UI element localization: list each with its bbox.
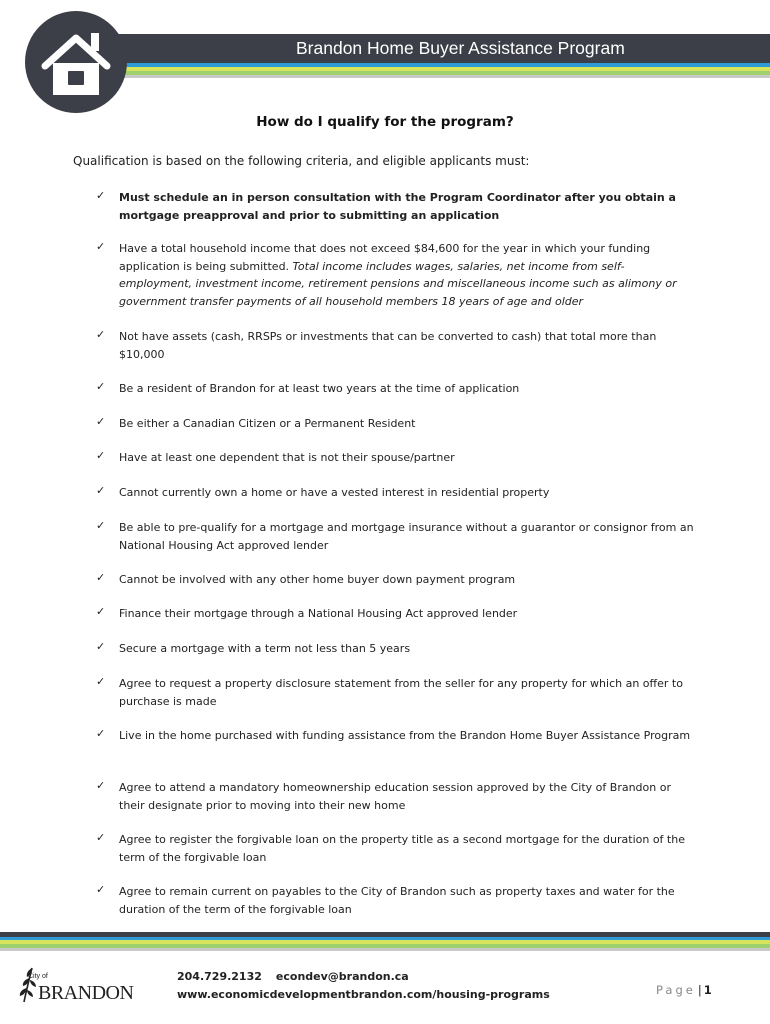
criterion-text: Cannot be involved with any other home buyer down payment program xyxy=(119,573,516,586)
checkmark-icon: ✓ xyxy=(96,328,106,341)
checkmark-icon: ✓ xyxy=(96,727,106,740)
criterion-text xyxy=(119,240,694,310)
criterion-text: Agree to attend a mandatory homeownership education session approved by the City of Brandon or their designate prior to moving into their new home xyxy=(119,781,671,812)
criterion-main: Have a total household income that does not exceed $84,600 for the year in which your funding application is being submitted. xyxy=(119,242,651,273)
house-icon xyxy=(25,11,127,113)
criterion-text: Must schedule an in person consultation with the Program Coordinator after you obtain a mortgage preapproval and prior to submitting an application xyxy=(119,191,676,222)
criterion-text: Finance their mortgage through a National Housing Act approved lender xyxy=(119,607,518,620)
checkmark-icon: ✓ xyxy=(96,831,106,844)
criterion-text: Secure a mortgage with a term not less than 5 years xyxy=(119,642,411,655)
checkmark-icon: ✓ xyxy=(96,605,106,618)
footer-email[interactable]: econdev@brandon.ca xyxy=(275,970,409,983)
criterion-text: Be a resident of Brandon for at least two years at the time of application xyxy=(119,382,520,395)
footer-website[interactable]: www.economicdevelopmentbrandon.com/housing-programs xyxy=(177,988,550,1001)
criterion-note: Total income includes wages, salaries, net income from self-employment, investment income, retirement pensions and miscellaneous income such as alimony or government transfer payments of all household members 18 years of age and older xyxy=(119,259,677,308)
logo-city-of: City of xyxy=(28,973,48,980)
checkmark-icon: ✓ xyxy=(96,779,106,792)
footer-phone: 204.729.2132 xyxy=(177,970,262,983)
page-label: Page xyxy=(656,983,696,997)
criterion-text: Agree to remain current on payables to the City of Brandon such as property taxes and water for the duration of the term of the forgivable loan xyxy=(119,885,675,916)
criterion-text: Be able to pre-qualify for a mortgage and mortgage insurance without a guarantor or consignor from an National Housing Act approved lender xyxy=(119,521,694,552)
checkmark-icon: ✓ xyxy=(96,189,106,202)
page-number-value: 1 xyxy=(703,983,712,997)
criterion-text: Be either a Canadian Citizen or a Permanent Resident xyxy=(119,417,416,430)
criterion-text: Agree to register the forgivable loan on the property title as a second mortgage for the duration of the term of the forgivable loan xyxy=(119,833,685,864)
header-logo xyxy=(25,11,127,113)
checkmark-icon: ✓ xyxy=(96,240,106,253)
checkmark-icon: ✓ xyxy=(96,640,106,653)
header-title: Brandon Home Buyer Assistance Program xyxy=(296,38,625,58)
checkmark-icon: ✓ xyxy=(96,519,106,532)
intro-text: Qualification is based on the following criteria, and eligible applicants must: xyxy=(73,154,530,168)
checkmark-icon: ✓ xyxy=(96,415,106,428)
criterion-text: Have at least one dependent that is not their spouse/partner xyxy=(119,451,455,464)
criterion-text: Agree to request a property disclosure statement from the seller for any property for which an offer to purchase is made xyxy=(119,677,683,708)
page-heading: How do I qualify for the program? xyxy=(256,114,514,130)
page-separator: | xyxy=(697,983,702,997)
checkmark-icon: ✓ xyxy=(96,571,106,584)
contact-line-1 xyxy=(177,968,550,986)
criterion-text: Live in the home purchased with funding assistance from the Brandon Home Buyer Assistance Program xyxy=(119,729,691,742)
footer-stripe-gray xyxy=(0,948,770,951)
criterion-text: Not have assets (cash, RRSPs or investments that can be converted to cash) that total more than $10,000 xyxy=(119,330,657,361)
page-number xyxy=(656,983,712,997)
checkmark-icon: ✓ xyxy=(96,675,106,688)
checkmark-icon: ✓ xyxy=(96,449,106,462)
checkmark-icon: ✓ xyxy=(96,484,106,497)
criterion-text: Cannot currently own a home or have a vested interest in residential property xyxy=(119,486,550,499)
header-stripe-gray xyxy=(110,75,770,78)
footer-contact xyxy=(177,968,550,1004)
checkmark-icon: ✓ xyxy=(96,883,106,896)
checkmark-icon: ✓ xyxy=(96,380,106,393)
logo-brandon: BRANDON xyxy=(38,982,134,1004)
